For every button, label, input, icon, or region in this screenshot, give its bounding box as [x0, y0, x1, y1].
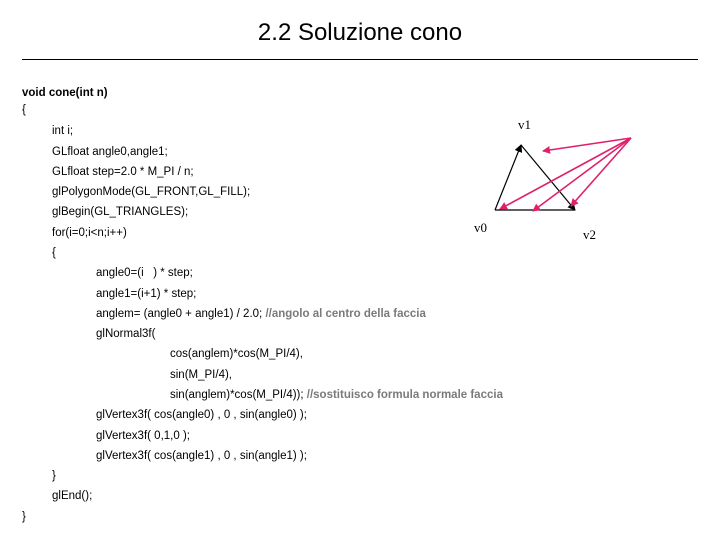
- code-line-open-brace: {: [22, 104, 26, 116]
- code-line: glEnd();: [52, 490, 93, 502]
- code-line: }: [52, 470, 56, 482]
- code-line: angle1=(i+1) * step;: [96, 288, 197, 300]
- code-line: cos(anglem)*cos(M_PI/4),: [170, 348, 303, 360]
- code-line: glVertex3f( cos(angle0) , 0 , sin(angle0) );: [96, 409, 307, 421]
- code-line: int i;: [52, 125, 74, 137]
- code-line: glVertex3f( cos(angle1) , 0 , sin(angle1) );: [96, 450, 307, 462]
- vertex-label-v2: v2: [583, 227, 596, 242]
- vertex-label-v0: v0: [474, 220, 487, 235]
- code-line: glNormal3f(: [96, 328, 156, 340]
- code-line: angle0=(i ) * step;: [96, 267, 193, 279]
- page-title: 2.2 Soluzione cono: [257, 19, 463, 46]
- code-comment: //angolo al centro della faccia: [265, 308, 426, 320]
- code-line: glVertex3f( 0,1,0 );: [96, 430, 190, 442]
- code-text: sin(anglem)*cos(M_PI/4));: [170, 389, 307, 401]
- code-line: GLfloat angle0,angle1;: [52, 146, 168, 158]
- code-line-signature: void cone(int n): [22, 87, 108, 99]
- code-line: for(i=0;i<n;i++): [52, 227, 127, 239]
- code-text: anglem= (angle0 + angle1) / 2.0;: [96, 308, 266, 320]
- code-line-close-brace: }: [22, 511, 26, 523]
- vertex-label-v1: v1: [518, 117, 531, 132]
- code-line: sin(M_PI/4),: [170, 369, 232, 381]
- code-comment: //sostituisco formula normale faccia: [306, 389, 503, 401]
- code-line: glBegin(GL_TRIANGLES);: [52, 206, 189, 218]
- pink-arrow: [533, 138, 631, 211]
- pink-arrow: [571, 138, 631, 206]
- code-line: {: [52, 247, 56, 259]
- code-line: glPolygonMode(GL_FRONT,GL_FILL);: [52, 186, 251, 198]
- code-line: GLfloat step=2.0 * M_PI / n;: [52, 166, 194, 178]
